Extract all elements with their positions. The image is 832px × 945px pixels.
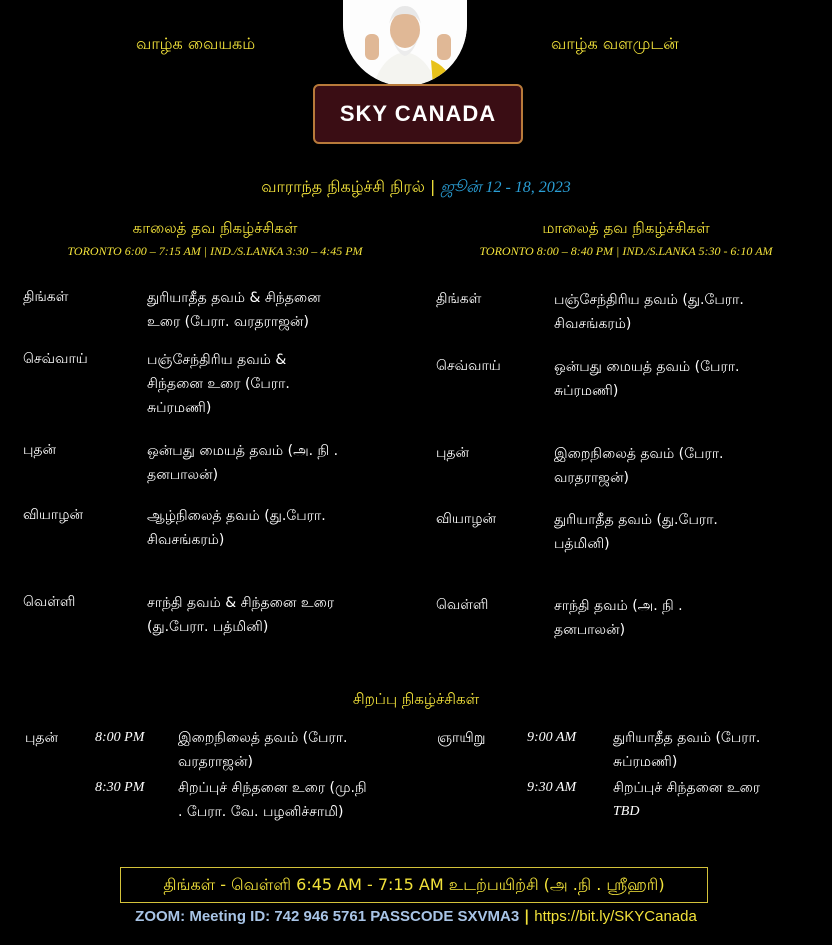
special-time: 9:00 AM (527, 730, 577, 745)
sky-canada-logo (313, 84, 523, 144)
evening-day: செவ்வாய் (436, 358, 501, 374)
evening-times: TORONTO 8:00 – 8:40 PM | IND./S.LANKA 5:30 - 6:10 AM (479, 244, 773, 258)
morning-day: வியாழன் (23, 507, 84, 523)
logo-text: SKY CANADA (339, 101, 497, 126)
evening-program: துரியாதீத தவம் (து.பேரா. பத்மினி) (554, 512, 718, 552)
evening-day: திங்கள் (436, 291, 482, 307)
morning-program: சாந்தி தவம் & சிந்தனை உரை (து.பேரா. பத்மினி) (147, 595, 335, 635)
evening-program: ஒன்பது மையத் தவம் (பேரா. சுப்ரமணி) (554, 359, 740, 399)
evening-day: புதன் (436, 445, 470, 461)
evening-program: இறைநிலைத் தவம் (பேரா. வரதராஜன்) (554, 446, 724, 486)
evening-program: சாந்தி தவம் (அ. நி . தனபாலன்) (554, 598, 683, 638)
exercise-banner: திங்கள் - வெள்ளி 6:45 AM - 7:15 AM உடற்பயிற்சி (அ .நி . ஸ்ரீஹரி) (120, 867, 708, 903)
morning-program: ஆழ்நிலைத் தவம் (து.பேரா. சிவசங்கரம்) (147, 508, 326, 548)
evening-heading: மாலைத் தவ நிகழ்ச்சிகள் (542, 219, 710, 237)
morning-day: செவ்வாய் (23, 351, 88, 367)
special-program: சிறப்புச் சிந்தனை உரை (மு.நி . பேரா. வே. பழனிச்சாமி) (178, 780, 367, 820)
greeting-left: வாழ்க வையகம் (136, 34, 256, 53)
special-program: சிறப்புச் சிந்தனை உரை TBD (613, 780, 761, 819)
special-heading: சிறப்பு நிகழ்ச்சிகள் (352, 690, 480, 708)
title-date: ஜூன் 12 - 18, 2023 (440, 179, 571, 196)
greeting-right: வாழ்க வளமுடன் (551, 34, 679, 53)
special-day-right: ஞாயிறு (437, 730, 486, 746)
morning-program: பஞ்சேந்திரிய தவம் & சிந்தனை உரை (பேரா. சுப்ரமணி) (147, 352, 290, 416)
morning-program: ஒன்பது மையத் தவம் (அ. நி . தனபாலன்) (147, 443, 339, 483)
guru-portrait-image (343, 0, 467, 86)
title-main: வாராந்த நிகழ்ச்சி நிரல் | (261, 177, 436, 196)
special-program: இறைநிலைத் தவம் (பேரா. வரதராஜன்) (178, 730, 348, 770)
zoom-separator: | (523, 907, 530, 925)
special-day-left: புதன் (25, 730, 59, 746)
page-title (0, 177, 832, 198)
zoom-link[interactable]: https://bit.ly/SKYCanada (534, 908, 697, 925)
special-time: 9:30 AM (527, 780, 577, 795)
zoom-meeting: ZOOM: Meeting ID: 742 946 5761 PASSCODE SXVMA3 (135, 908, 520, 925)
morning-day: வெள்ளி (23, 594, 76, 610)
special-time: 8:00 PM (95, 730, 145, 745)
zoom-info (0, 907, 832, 925)
morning-times: TORONTO 6:00 – 7:15 AM | IND./S.LANKA 3:30 – 4:45 PM (67, 244, 363, 258)
evening-day: வெள்ளி (436, 597, 489, 613)
morning-heading: காலைத் தவ நிகழ்ச்சிகள் (132, 219, 298, 237)
evening-program: பஞ்சேந்திரிய தவம் (து.பேரா. சிவசங்கரம்) (554, 292, 744, 332)
morning-day: புதன் (23, 442, 57, 458)
evening-day: வியாழன் (436, 511, 497, 527)
morning-day: திங்கள் (23, 289, 69, 305)
morning-program: துரியாதீத தவம் & சிந்தனை உரை (பேரா. வரதராஜன்) (147, 290, 321, 330)
special-time: 8:30 PM (95, 780, 145, 795)
special-program: துரியாதீத தவம் (பேரா. சுப்ரமணி) (613, 730, 761, 770)
